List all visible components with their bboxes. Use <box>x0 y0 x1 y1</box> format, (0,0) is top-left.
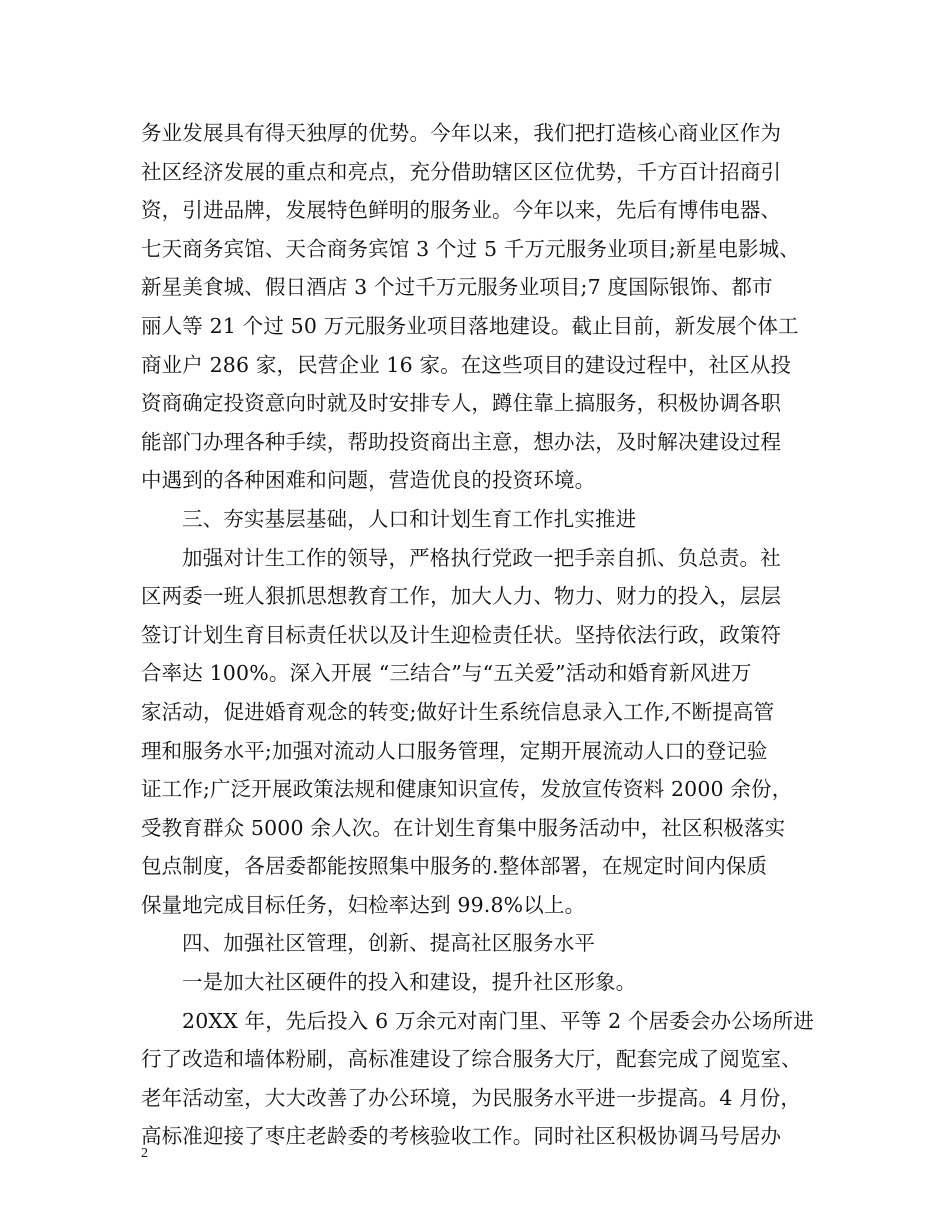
text-line: 新星美食城、假日酒店 3 个过千万元服务业项目;7 度国际银饰、都市 <box>141 275 773 300</box>
text-line: 签订计划生育目标责任状以及计生迎检责任状。坚持依法行政，政策符 <box>141 622 782 647</box>
body-text <box>141 114 821 1156</box>
text-line: 资商确定投资意向时就及时安排专人，蹲住靠上搞服务，积极协调各职 <box>141 391 782 416</box>
text-line: 理和服务水平;加强对流动人口服务管理，定期开展流动人口的登记验 <box>141 738 768 763</box>
text-line: 证工作;广泛开展政策法规和健康知识宣传，发放宣传资料 2000 余份， <box>141 777 793 802</box>
text-line: 区两委一班人狠抓思想教育工作，加大人力、物力、财力的投入，层层 <box>141 584 782 609</box>
text-line: 高标准迎接了枣庄老龄委的考核验收工作。同时社区积极协调马号居办 <box>141 1124 782 1149</box>
text-line: 家活动，促进婚育观念的转变;做好计生系统信息录入工作,不断提高管 <box>141 699 775 724</box>
text-line: 七天商务宾馆、天合商务宾馆 3 个过 5 千万元服务业项目;新星电影城、 <box>141 236 800 261</box>
text-line: 20XX 年，先后投入 6 万余元对南门里、平等 2 个居委会办公场所进 <box>182 1008 814 1033</box>
text-line: 保量地完成目标任务，妇检率达到 99.8%以上。 <box>141 892 586 917</box>
text-line: 务业发展具有得天独厚的优势。今年以来，我们把打造核心商业区作为 <box>141 121 782 145</box>
text-line: 能部门办理各种手续，帮助投资商出主意，想办法，及时解决建设过程 <box>141 429 782 454</box>
text-line: 老年活动室，大大改善了办公环境，为民服务水平进一步提高。4 月份， <box>141 1085 802 1110</box>
text-line: 行了改造和墙体粉刷，高标准建设了综合服务大厅，配套完成了阅览室、 <box>141 1047 802 1072</box>
text-line: 受教育群众 5000 余人次。在计划生育集中服务活动中，社区积极落实 <box>141 815 786 840</box>
text-line: 三、夯实基层基础，人口和计划生育工作扎实推进 <box>182 506 637 531</box>
text-line: 资，引进品牌，发展特色鲜明的服务业。今年以来，先后有博伟电器、 <box>141 198 782 223</box>
text-line: 包点制度，各居委都能按照集中服务的.整体部署，在规定时间内保质 <box>141 854 768 879</box>
page-number: 2 <box>141 1146 148 1161</box>
text-line: 中遇到的各种困难和问题，营造优良的投资环境。 <box>141 468 596 493</box>
text-line: 四、加强社区管理，创新、提高社区服务水平 <box>182 931 595 956</box>
text-line: 商业户 286 家，民营企业 16 家。在这些项目的建设过程中，社区从投 <box>141 352 792 377</box>
text-line: 社区经济发展的重点和亮点，充分借助辖区区位优势，千方百计招商引 <box>141 159 782 184</box>
text-line: 加强对计生工作的领导，严格执行党政一把手亲自抓、负总责。社 <box>182 545 781 570</box>
text-line: 一是加大社区硬件的投入和建设，提升社区形象。 <box>182 970 637 995</box>
text-line: 丽人等 21 个过 50 万元服务业项目落地建设。截止目前，新发展个体工 <box>141 313 799 338</box>
text-line: 合率达 100%。深入开展 “三结合”与“五关爱”活动和婚育新风进万 <box>141 661 752 686</box>
